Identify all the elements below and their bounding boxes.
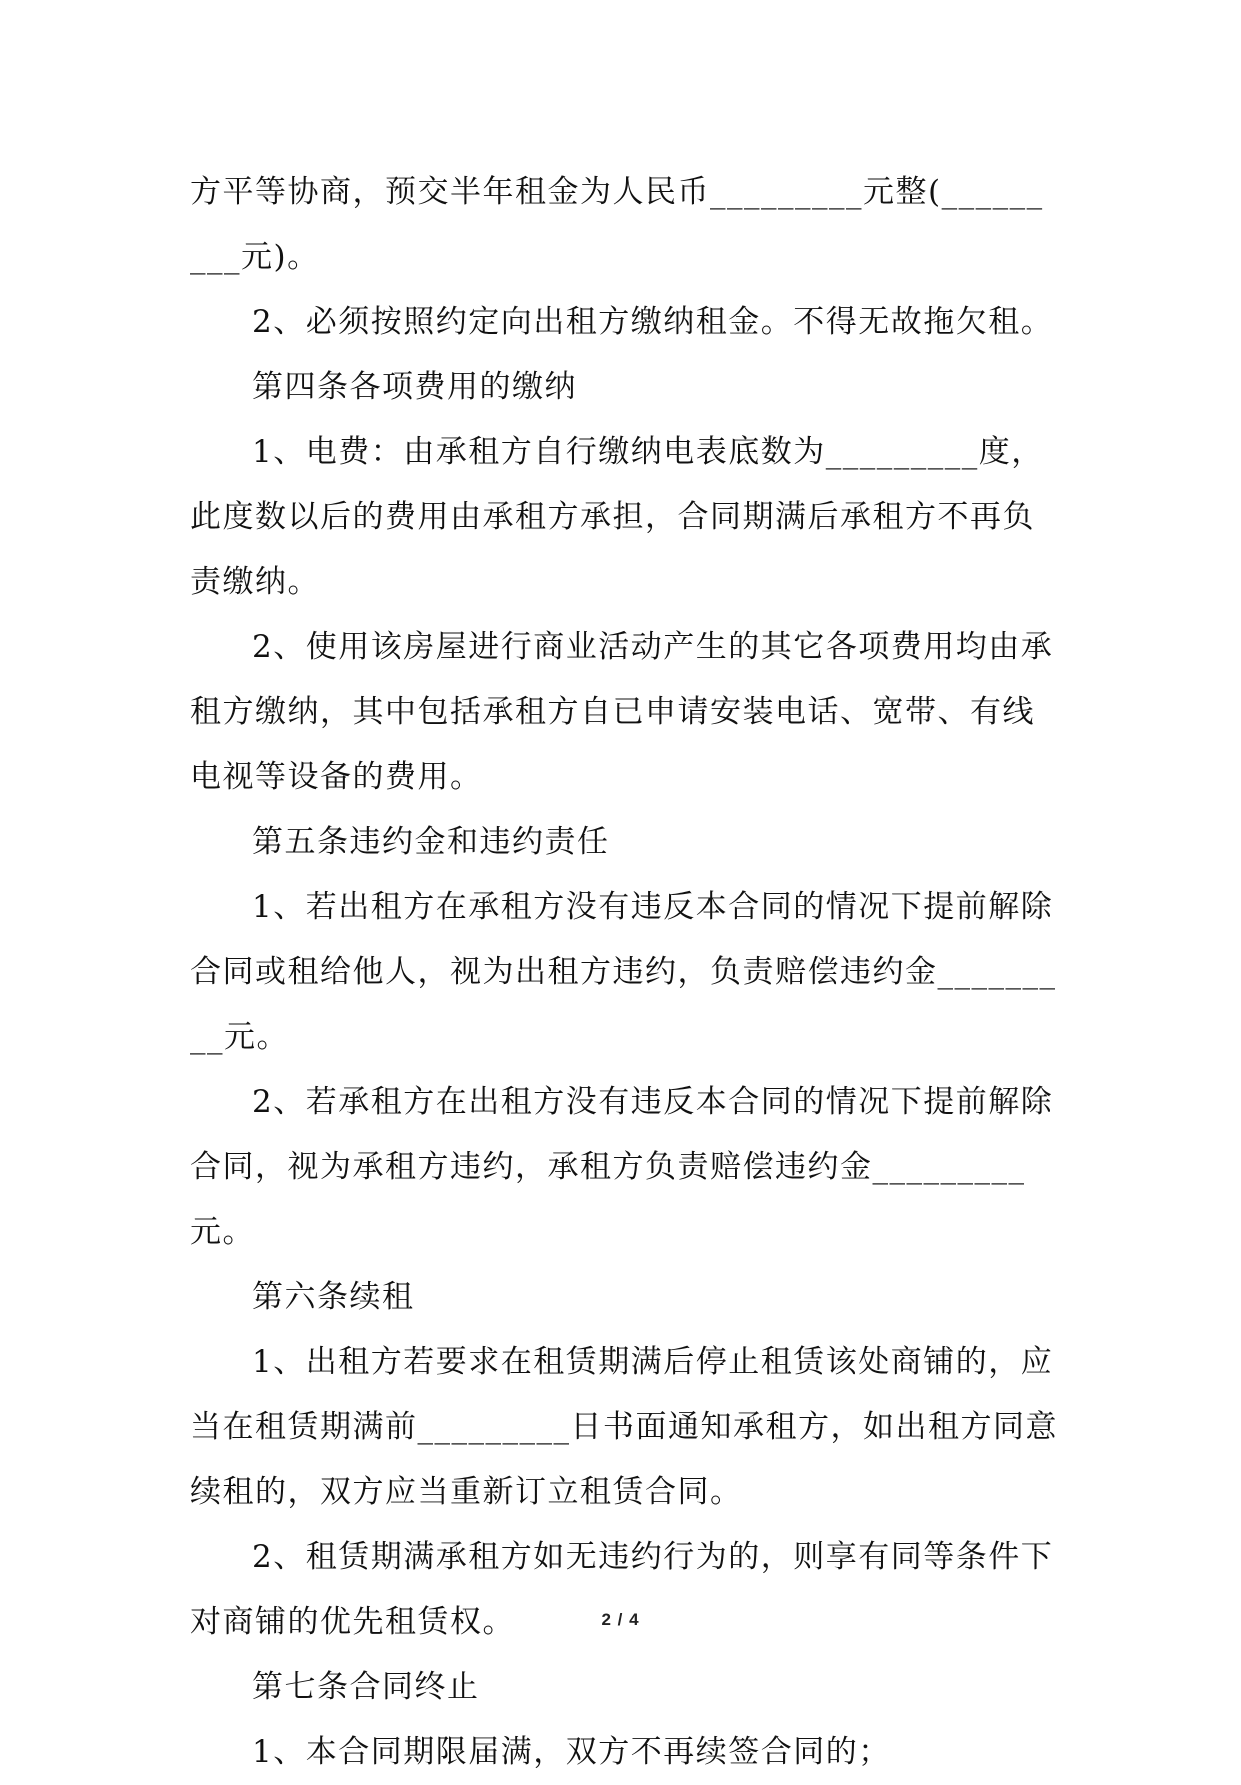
section-heading: 第四条各项费用的缴纳 — [252, 369, 577, 405]
paragraph: 2、必须按照约定向出租方缴纳租金。不得无故拖欠租。 — [252, 304, 1054, 340]
page-number: 2 / 4 — [601, 1610, 640, 1629]
paragraph: 1、出租方若要求在租赁期满后停止租赁该处商铺的，应当在租赁期满前_________日书面通知承租方，如出租方同意续租的，双方应当重新订立租赁合同。 — [190, 1344, 1058, 1510]
paragraph: 方平等协商，预交半年租金为人民币_________元整(_________元)。 — [190, 174, 1044, 275]
paragraph: 1、若出租方在承租方没有违反本合同的情况下提前解除合同或租给他人，视为出租方违约，负责赔偿违约金_________元。 — [190, 889, 1057, 1055]
paragraph: 1、本合同期限届满，双方不再续签合同的； — [252, 1734, 891, 1770]
paragraph: 2、租赁期满承租方如无违约行为的，则享有同等条件下对商铺的优先租赁权。 — [190, 1539, 1054, 1640]
document-body — [190, 160, 1060, 1785]
paragraph: 2、使用该房屋进行商业活动产生的其它各项费用均由承租方缴纳，其中包括承租方自已申请安装电话、宽带、有线电视等设备的费用。 — [190, 629, 1054, 795]
paragraph: 1、电费：由承租方自行缴纳电表底数为_________度，此度数以后的费用由承租方承担，合同期满后承租方不再负责缴纳。 — [190, 434, 1044, 600]
section-heading: 第五条违约金和违约责任 — [252, 824, 610, 860]
paragraph: 2、若承租方在出租方没有违反本合同的情况下提前解除合同，视为承租方违约，承租方负责赔偿违约金_________元。 — [190, 1084, 1054, 1250]
section-heading: 第七条合同终止 — [252, 1669, 480, 1705]
section-heading: 第六条续租 — [252, 1279, 415, 1315]
